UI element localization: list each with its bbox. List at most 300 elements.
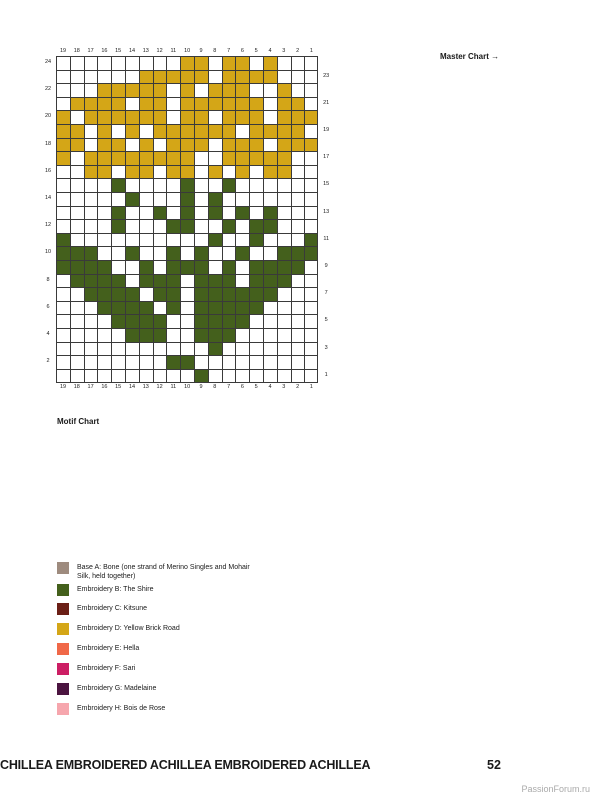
grid-cell — [97, 83, 111, 97]
grid-cell — [166, 219, 180, 233]
grid-cell — [180, 287, 194, 301]
grid-cell — [235, 206, 249, 220]
grid-cell — [208, 56, 222, 70]
grid-cell — [125, 165, 139, 179]
grid-cell — [153, 342, 167, 356]
grid-cell — [56, 287, 70, 301]
grid-cell — [111, 274, 125, 288]
grid-cell — [263, 233, 277, 247]
column-number: 17 — [87, 48, 94, 54]
grid-cell — [56, 97, 70, 111]
column-number: 8 — [213, 384, 217, 391]
grid-cell — [97, 260, 111, 274]
swatch-e — [57, 643, 69, 655]
grid-cell — [304, 110, 318, 124]
grid-cell — [70, 110, 84, 124]
grid-cell — [125, 56, 139, 70]
grid-cell — [70, 233, 84, 247]
column-number: 19 — [59, 48, 67, 54]
grid-cell — [249, 110, 263, 124]
grid-cell — [166, 56, 180, 70]
column-number: 17 — [87, 384, 94, 391]
grid-cell — [249, 301, 263, 315]
legend-label: Embroidery E: Hella — [77, 645, 140, 652]
grid-cell — [235, 246, 249, 260]
grid-cell — [84, 206, 98, 220]
grid-cell — [304, 138, 318, 152]
grid-cell — [235, 342, 249, 356]
grid-cell — [277, 206, 291, 220]
grid-cell — [291, 314, 305, 328]
grid-cell — [263, 274, 277, 288]
grid-cell — [139, 260, 153, 274]
grid-cell — [125, 178, 139, 192]
grid-cell — [263, 206, 277, 220]
grid-cell — [139, 70, 153, 84]
grid-cell — [153, 301, 167, 315]
grid-cell — [277, 314, 291, 328]
grid-cell — [111, 260, 125, 274]
column-number: 12 — [156, 384, 163, 391]
grid-cell — [263, 192, 277, 206]
grid-cell — [194, 355, 208, 369]
grid-cell — [208, 165, 222, 179]
grid-cell — [56, 274, 70, 288]
grid-cell — [277, 192, 291, 206]
grid-cell — [304, 97, 318, 111]
grid-cell — [56, 178, 70, 192]
grid-cell — [277, 110, 291, 124]
grid-cell — [304, 355, 318, 369]
column-number: 10 — [184, 48, 191, 54]
grid-cell — [139, 219, 153, 233]
grid-cell — [180, 328, 194, 342]
grid-cell — [111, 314, 125, 328]
grid-cell — [166, 206, 180, 220]
grid-cell — [84, 70, 98, 84]
grid-cell — [194, 287, 208, 301]
grid-cell — [291, 219, 305, 233]
column-number: 6 — [240, 384, 244, 391]
grid-cell — [249, 56, 263, 70]
grid-cell — [263, 178, 277, 192]
grid-cell — [304, 206, 318, 220]
row-number-left: 14 — [44, 195, 52, 201]
grid-cell — [291, 274, 305, 288]
grid-cell — [304, 165, 318, 179]
grid-cell — [111, 165, 125, 179]
grid-cell — [56, 192, 70, 206]
grid-cell — [153, 246, 167, 260]
grid-cell — [277, 328, 291, 342]
grid-cell — [125, 301, 139, 315]
grid-cell — [125, 274, 139, 288]
grid-cell — [166, 70, 180, 84]
grid-cell — [153, 124, 167, 138]
grid-cell — [194, 246, 208, 260]
grid-cell — [84, 342, 98, 356]
grid-cell — [249, 70, 263, 84]
grid-cell — [208, 192, 222, 206]
row-number-left: 2 — [46, 358, 50, 365]
grid-cell — [180, 83, 194, 97]
grid-cell — [139, 178, 153, 192]
grid-cell — [222, 165, 236, 179]
grid-cell — [222, 246, 236, 260]
grid-cell — [70, 369, 84, 383]
grid-cell — [153, 219, 167, 233]
grid-cell — [153, 138, 167, 152]
grid-cell — [222, 56, 236, 70]
grid-cell — [70, 355, 84, 369]
grid-cell — [194, 124, 208, 138]
grid-cell — [194, 342, 208, 356]
grid-cell — [153, 355, 167, 369]
grid-cell — [139, 314, 153, 328]
column-number: 13 — [142, 48, 149, 54]
grid-cell — [125, 206, 139, 220]
grid-cell — [235, 301, 249, 315]
grid-cell — [84, 56, 98, 70]
grid-cell — [139, 369, 153, 383]
grid-cell — [70, 287, 84, 301]
grid-cell — [194, 314, 208, 328]
grid-cell — [97, 206, 111, 220]
grid-cell — [97, 178, 111, 192]
grid-cell — [208, 151, 222, 165]
grid-cell — [235, 233, 249, 247]
grid-cell — [249, 314, 263, 328]
grid-cell — [249, 328, 263, 342]
column-number: 4 — [268, 384, 272, 391]
grid-cell — [222, 314, 236, 328]
grid-cell — [235, 355, 249, 369]
grid-cell — [97, 314, 111, 328]
grid-cell — [70, 206, 84, 220]
grid-cell — [97, 342, 111, 356]
watermark: PassionForum.ru — [521, 784, 590, 794]
grid-cell — [304, 70, 318, 84]
grid-cell — [56, 355, 70, 369]
grid-cell — [111, 219, 125, 233]
grid-cell — [84, 192, 98, 206]
grid-cell — [235, 70, 249, 84]
column-number: 14 — [128, 384, 136, 391]
grid-cell — [304, 328, 318, 342]
grid-cell — [139, 287, 153, 301]
grid-cell — [166, 124, 180, 138]
grid-cell — [208, 178, 222, 192]
grid-cell — [56, 110, 70, 124]
grid-cell — [180, 233, 194, 247]
row-number-left: 18 — [44, 140, 52, 147]
grid-cell — [222, 260, 236, 274]
grid-cell — [304, 124, 318, 138]
grid-cell — [208, 287, 222, 301]
grid-cell — [249, 165, 263, 179]
grid-cell — [70, 124, 84, 138]
grid-cell — [235, 287, 249, 301]
grid-cell — [249, 233, 263, 247]
grid-cell — [291, 233, 305, 247]
grid-cell — [235, 124, 249, 138]
grid-cell — [125, 369, 139, 383]
grid-cell — [180, 301, 194, 315]
grid-cell — [180, 70, 194, 84]
column-number: 16 — [101, 384, 108, 391]
grid-cell — [56, 151, 70, 165]
grid-cell — [70, 165, 84, 179]
column-number: 2 — [296, 48, 300, 54]
grid-cell — [84, 328, 98, 342]
grid-cell — [139, 301, 153, 315]
grid-cell — [56, 206, 70, 220]
grid-cell — [222, 369, 236, 383]
grid-cell — [84, 246, 98, 260]
row-number-right: 7 — [324, 290, 328, 297]
grid-cell — [56, 328, 70, 342]
grid-cell — [180, 274, 194, 288]
grid-cell — [180, 260, 194, 274]
grid-cell — [235, 151, 249, 165]
grid-cell — [84, 369, 98, 383]
legend-label: Embroidery G: Madelaine — [77, 685, 157, 692]
column-number: 4 — [268, 48, 272, 54]
grid-cell — [111, 233, 125, 247]
grid-cell — [111, 151, 125, 165]
column-number: 2 — [296, 384, 300, 391]
grid-cell — [208, 342, 222, 356]
grid-cell — [139, 355, 153, 369]
column-number: 9 — [199, 384, 203, 391]
grid-cell — [180, 124, 194, 138]
grid-cell — [194, 83, 208, 97]
grid-cell — [84, 287, 98, 301]
grid-cell — [97, 233, 111, 247]
grid-cell — [291, 328, 305, 342]
grid-cell — [125, 233, 139, 247]
grid-cell — [263, 110, 277, 124]
grid-cell — [208, 97, 222, 111]
grid-cell — [125, 151, 139, 165]
column-number: 19 — [59, 384, 67, 391]
grid-cell — [249, 206, 263, 220]
swatch-h — [57, 703, 69, 715]
grid-cell — [70, 56, 84, 70]
grid-cell — [263, 70, 277, 84]
grid-cell — [84, 83, 98, 97]
grid-cell — [249, 355, 263, 369]
grid-cell — [111, 124, 125, 138]
grid-cell — [304, 233, 318, 247]
grid-cell — [180, 246, 194, 260]
grid-cell — [208, 355, 222, 369]
grid-cell — [56, 124, 70, 138]
grid-cell — [208, 301, 222, 315]
grid-cell — [194, 274, 208, 288]
grid-cell — [180, 56, 194, 70]
grid-cell — [56, 70, 70, 84]
grid-cell — [125, 355, 139, 369]
swatch-c — [57, 603, 69, 615]
grid-cell — [56, 342, 70, 356]
grid-cell — [139, 124, 153, 138]
grid-cell — [180, 97, 194, 111]
grid-cell — [166, 151, 180, 165]
grid-cell — [291, 301, 305, 315]
grid-cell — [166, 328, 180, 342]
grid-cell — [291, 206, 305, 220]
grid-cell — [263, 314, 277, 328]
grid-cell — [291, 165, 305, 179]
grid-cell — [304, 369, 318, 383]
grid-cell — [291, 178, 305, 192]
grid-cell — [153, 233, 167, 247]
motif-chart-label: Motif Chart — [57, 417, 100, 426]
legend-label: Embroidery F: Sari — [77, 665, 136, 672]
grid-cell — [263, 219, 277, 233]
column-number: 1 — [309, 48, 313, 54]
grid-cell — [111, 110, 125, 124]
swatch-g — [57, 683, 69, 695]
grid-cell — [84, 124, 98, 138]
row-number-right: 9 — [324, 263, 328, 269]
grid-cell — [208, 138, 222, 152]
grid-cell — [304, 287, 318, 301]
grid-cell — [180, 110, 194, 124]
grid-cell — [249, 138, 263, 152]
grid-cell — [277, 233, 291, 247]
grid-cell — [263, 342, 277, 356]
column-number: 3 — [282, 48, 286, 54]
grid-cell — [166, 110, 180, 124]
grid-cell — [70, 83, 84, 97]
grid-cell — [153, 110, 167, 124]
grid-cell — [222, 83, 236, 97]
grid-cell — [235, 83, 249, 97]
grid-cell — [153, 56, 167, 70]
grid-cell — [222, 342, 236, 356]
column-number: 10 — [184, 384, 191, 391]
grid-cell — [70, 151, 84, 165]
grid-cell — [194, 110, 208, 124]
grid-cell — [180, 151, 194, 165]
column-number: 13 — [142, 384, 149, 391]
grid-cell — [291, 110, 305, 124]
grid-cell — [56, 56, 70, 70]
grid-cell — [263, 83, 277, 97]
grid-cell — [166, 192, 180, 206]
grid-cell — [97, 192, 111, 206]
grid-cell — [56, 165, 70, 179]
grid-cell — [235, 165, 249, 179]
grid-cell — [84, 110, 98, 124]
grid-cell — [97, 355, 111, 369]
grid-cell — [153, 178, 167, 192]
grid-cell — [56, 138, 70, 152]
column-number: 7 — [227, 48, 231, 54]
column-number: 9 — [199, 48, 203, 54]
grid-cell — [139, 328, 153, 342]
row-number-left: 20 — [44, 113, 52, 120]
grid-cell — [125, 260, 139, 274]
grid-cell — [249, 97, 263, 111]
row-number-left: 10 — [44, 249, 52, 256]
grid-cell — [208, 328, 222, 342]
grid-cell — [70, 314, 84, 328]
column-number: 3 — [282, 384, 286, 391]
grid-cell — [153, 369, 167, 383]
grid-cell — [180, 165, 194, 179]
grid-cell — [125, 70, 139, 84]
grid-cell — [277, 124, 291, 138]
grid-cell — [166, 233, 180, 247]
column-number: 14 — [128, 48, 136, 54]
grid-cell — [277, 342, 291, 356]
grid-cell — [291, 83, 305, 97]
grid-cell — [277, 274, 291, 288]
grid-cell — [97, 70, 111, 84]
grid-cell — [111, 246, 125, 260]
grid-cell — [97, 165, 111, 179]
page-number: 52 — [487, 758, 501, 772]
grid-cell — [277, 83, 291, 97]
grid-cell — [277, 287, 291, 301]
master-chart-label: Master Chart → — [440, 52, 500, 61]
column-number: 7 — [227, 384, 231, 391]
grid-cell — [222, 287, 236, 301]
grid-cell — [153, 274, 167, 288]
grid-cell — [263, 246, 277, 260]
grid-cell — [304, 192, 318, 206]
row-number-left: 12 — [44, 222, 52, 229]
grid-cell — [222, 138, 236, 152]
grid-cell — [84, 219, 98, 233]
grid-cell — [97, 110, 111, 124]
row-number-left: 6 — [46, 303, 50, 310]
grid-cell — [125, 97, 139, 111]
grid-cell — [84, 138, 98, 152]
grid-cell — [56, 83, 70, 97]
grid-cell — [235, 97, 249, 111]
column-number: 5 — [254, 384, 258, 391]
grid-cell — [125, 124, 139, 138]
grid-cell — [263, 287, 277, 301]
grid-cell — [249, 287, 263, 301]
grid-cell — [139, 110, 153, 124]
grid-cell — [222, 301, 236, 315]
grid-cell — [56, 246, 70, 260]
grid-cell — [208, 314, 222, 328]
row-number-right: 1 — [324, 371, 328, 378]
grid-cell — [208, 274, 222, 288]
grid-cell — [263, 151, 277, 165]
grid-cell — [222, 124, 236, 138]
grid-cell — [263, 124, 277, 138]
grid-cell — [180, 314, 194, 328]
grid-cell — [222, 97, 236, 111]
legend-label: Base A: Bone (one strand of Merino Singles and Mohair Silk, held together) — [77, 564, 250, 580]
grid-cell — [125, 342, 139, 356]
grid-cell — [139, 274, 153, 288]
grid-cell — [263, 260, 277, 274]
grid-cell — [84, 314, 98, 328]
grid-cell — [125, 83, 139, 97]
swatch-f — [57, 663, 69, 675]
grid-cell — [153, 165, 167, 179]
grid-cell — [291, 246, 305, 260]
grid-cell — [222, 274, 236, 288]
